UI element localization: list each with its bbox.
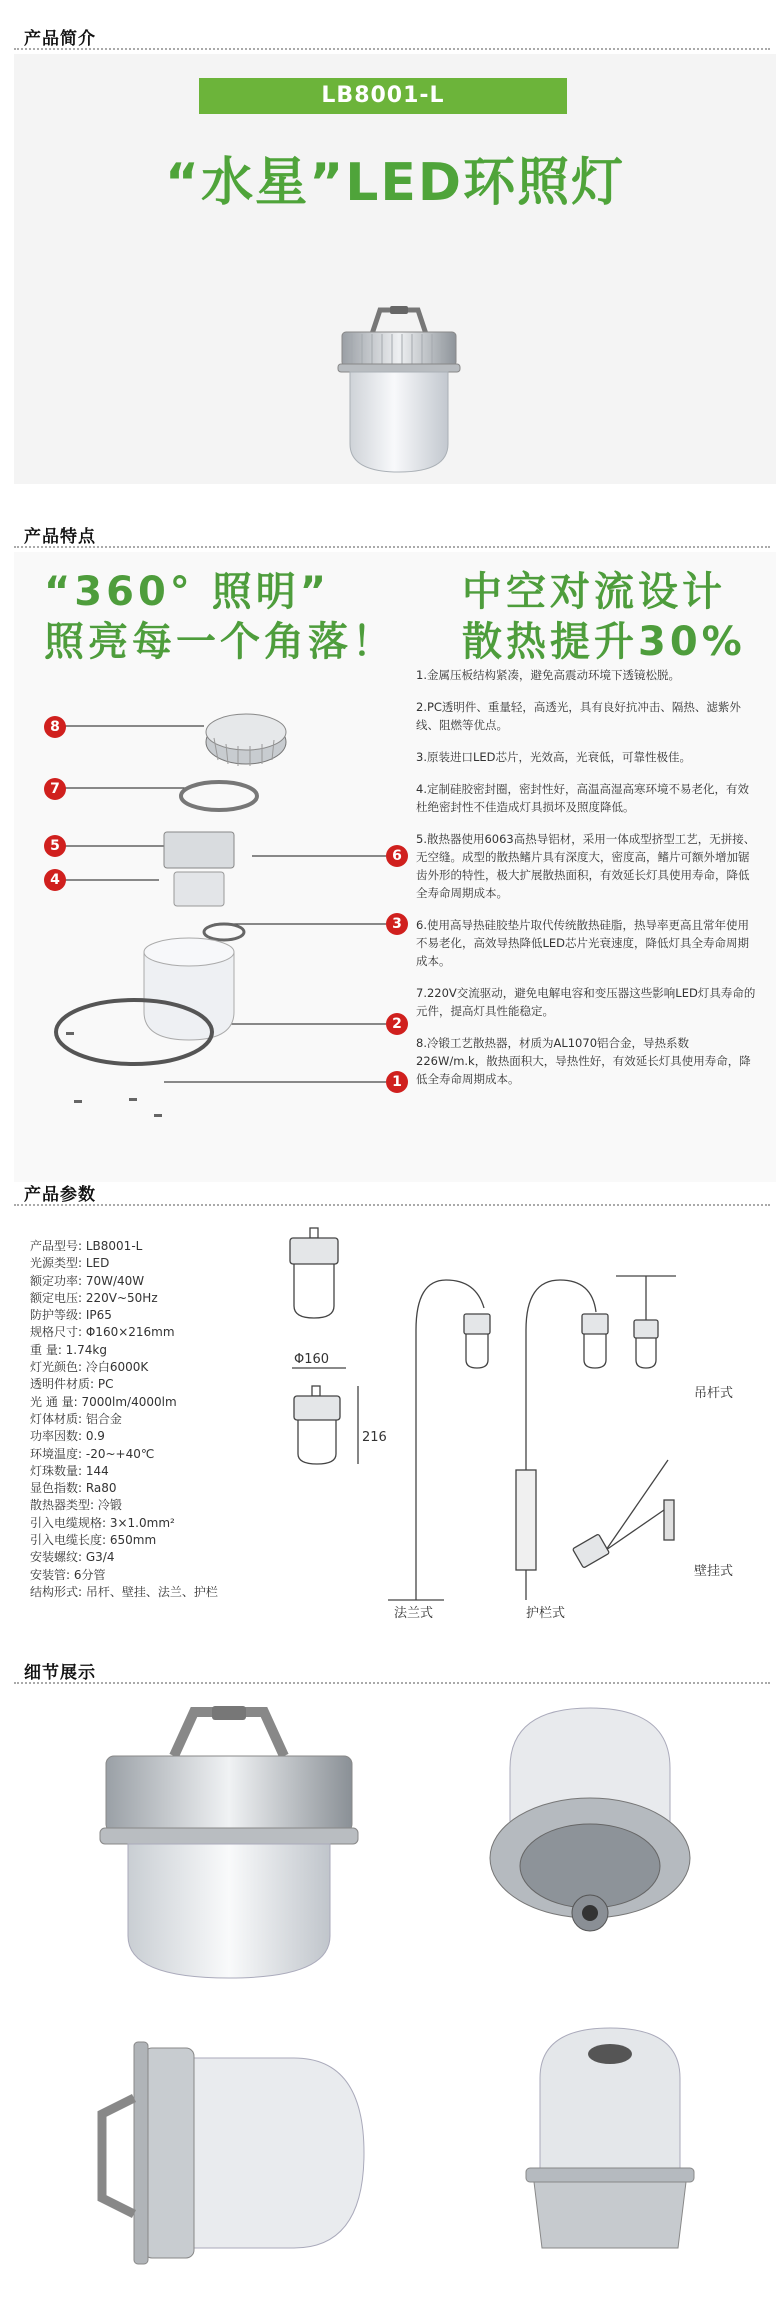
feature-item: 2.PC透明件、重量轻，高透光，具有良好抗冲击、隔热、滤紫外线、阻燃等优点。 [416,700,741,732]
product-lamp-image [334,304,464,474]
intro-banner [14,54,776,484]
spec-row: 安装螺纹: G3/4 [30,1550,115,1565]
spec-row: 防护等级: IP65 [30,1308,112,1323]
spec-row: 功率因数: 0.9 [30,1429,105,1444]
spec-row: 重 量: 1.74kg [30,1342,107,1357]
spec-row: 散热器类型: 冷锻 [30,1498,122,1513]
part-badge: 8 [44,716,66,738]
spec-row: 灯光颜色: 冷白6000K [30,1360,149,1375]
feature-item: 7.220V交流驱动，避免电解电容和变压器这些影响LED灯具寿命的元件，提高灯具性能稳定。 [416,986,756,1018]
details-panel [14,1688,776,2300]
section-header-intro [0,10,776,54]
section-header-details [0,1644,776,1688]
section-divider [14,48,770,50]
spec-row: 额定功率: 70W/40W [30,1273,145,1288]
spec-list [30,1238,280,1601]
mount-label-flange: 法兰式 [394,1606,434,1621]
product-title: “水星”LED环照灯 [164,153,626,213]
feature-item: 3.原装进口LED芯片，光效高，光衰低，可靠性极佳。 [416,750,691,764]
part-badge: 7 [44,778,66,800]
spec-row: 规格尺寸: Φ160×216mm [30,1325,175,1340]
slogan-heat-dissipation: 散热提升30% [462,619,746,665]
feature-item: 6.使用高导热硅胶垫片取代传统散热硅脂，热导率更高且常年使用不易老化，高效导热降低LED芯片光衰速度，降低灯具全寿命周期成本。 [416,918,750,968]
part-badge: 1 [386,1071,408,1093]
section-title-params: 产品参数 [24,1185,96,1205]
part-badge: 4 [44,869,66,891]
spec-row: 产品型号: LB8001-L [30,1239,143,1253]
features-panel [14,552,776,1182]
feature-item: 5.散热器使用6063高热导铝材，采用一体成型挤型工艺，无拼接、无空缝。成型的散热鳍片具有深度大，密度高，鳍片可额外增加锯齿外形的特性，极大扩展散热面积，有效延长灯具使用寿命，降低全寿命周期成本。 [416,832,756,900]
detail-photo-front [94,1696,364,1986]
spec-row: 环境温度: -20~+40℃ [30,1446,155,1461]
spec-row: 安装管: 6分管 [30,1567,106,1582]
detail-photo-bottom [520,2018,700,2288]
spec-row: 透明件材质: PC [30,1377,114,1392]
part-badge: 5 [44,835,66,857]
mount-label-rail: 护栏式 [526,1606,566,1621]
feature-item: 4.定制硅胶密封圈，密封性好，高温高湿高寒环境不易老化，有效杜绝密封性不佳造成灯具损坏及照度降低。 [416,782,749,814]
section-title-features: 产品特点 [24,527,96,547]
spec-row: 引入电缆规格: 3×1.0mm² [30,1515,175,1530]
feature-item: 1.金属压板结构紧凑，避免高震动环境下透镜松脱。 [416,668,680,682]
feature-item: 8.冷锻工艺散热器，材质为AL1070铝合金，导热系数226W/m.k，散热面积大，导热性好，有效延长灯具使用寿命，降低全寿命周期成本。 [416,1036,751,1086]
section-divider [14,546,770,548]
dimension-height: 216 [362,1430,387,1445]
section-title-intro: 产品简介 [24,29,96,49]
section-title-details: 细节展示 [24,1663,96,1683]
part-badge: 3 [386,913,408,935]
spec-row: 灯珠数量: 144 [30,1463,109,1478]
slogan-every-corner: 照亮每一个角落！ [44,619,396,665]
section-header-features [0,508,776,552]
section-header-params [0,1166,776,1210]
spec-row: 引入电缆长度: 650mm [30,1533,157,1548]
mount-label-wall: 壁挂式 [694,1564,734,1579]
spec-row: 灯体材质: 铝合金 [30,1411,122,1426]
feature-list [416,666,756,1102]
part-badge: 2 [386,1013,408,1035]
section-divider [14,1204,770,1206]
mounting-diagram [276,1210,776,1620]
slogan-360: “360° 照明” [44,569,330,615]
spec-row: 光 通 量: 7000lm/4000lm [30,1394,177,1409]
detail-photo-side [94,2018,384,2288]
spec-row: 光源类型: LED [30,1256,110,1271]
model-bar: LB8001-L [199,78,567,114]
dimension-width: Φ160 [294,1352,330,1367]
section-divider [14,1682,770,1684]
exploded-view-diagram [14,702,414,1182]
detail-photo-top [470,1698,710,1978]
spec-row: 额定电压: 220V~50Hz [30,1290,158,1305]
part-badge: 6 [386,845,408,867]
mount-label-pendant: 吊杆式 [694,1386,734,1401]
slogan-hollow-design: 中空对流设计 [462,569,726,615]
params-panel [14,1210,776,1620]
spec-row: 显色指数: Ra80 [30,1481,117,1496]
spec-row: 结构形式: 吊杆、壁挂、法兰、护栏 [30,1584,218,1599]
